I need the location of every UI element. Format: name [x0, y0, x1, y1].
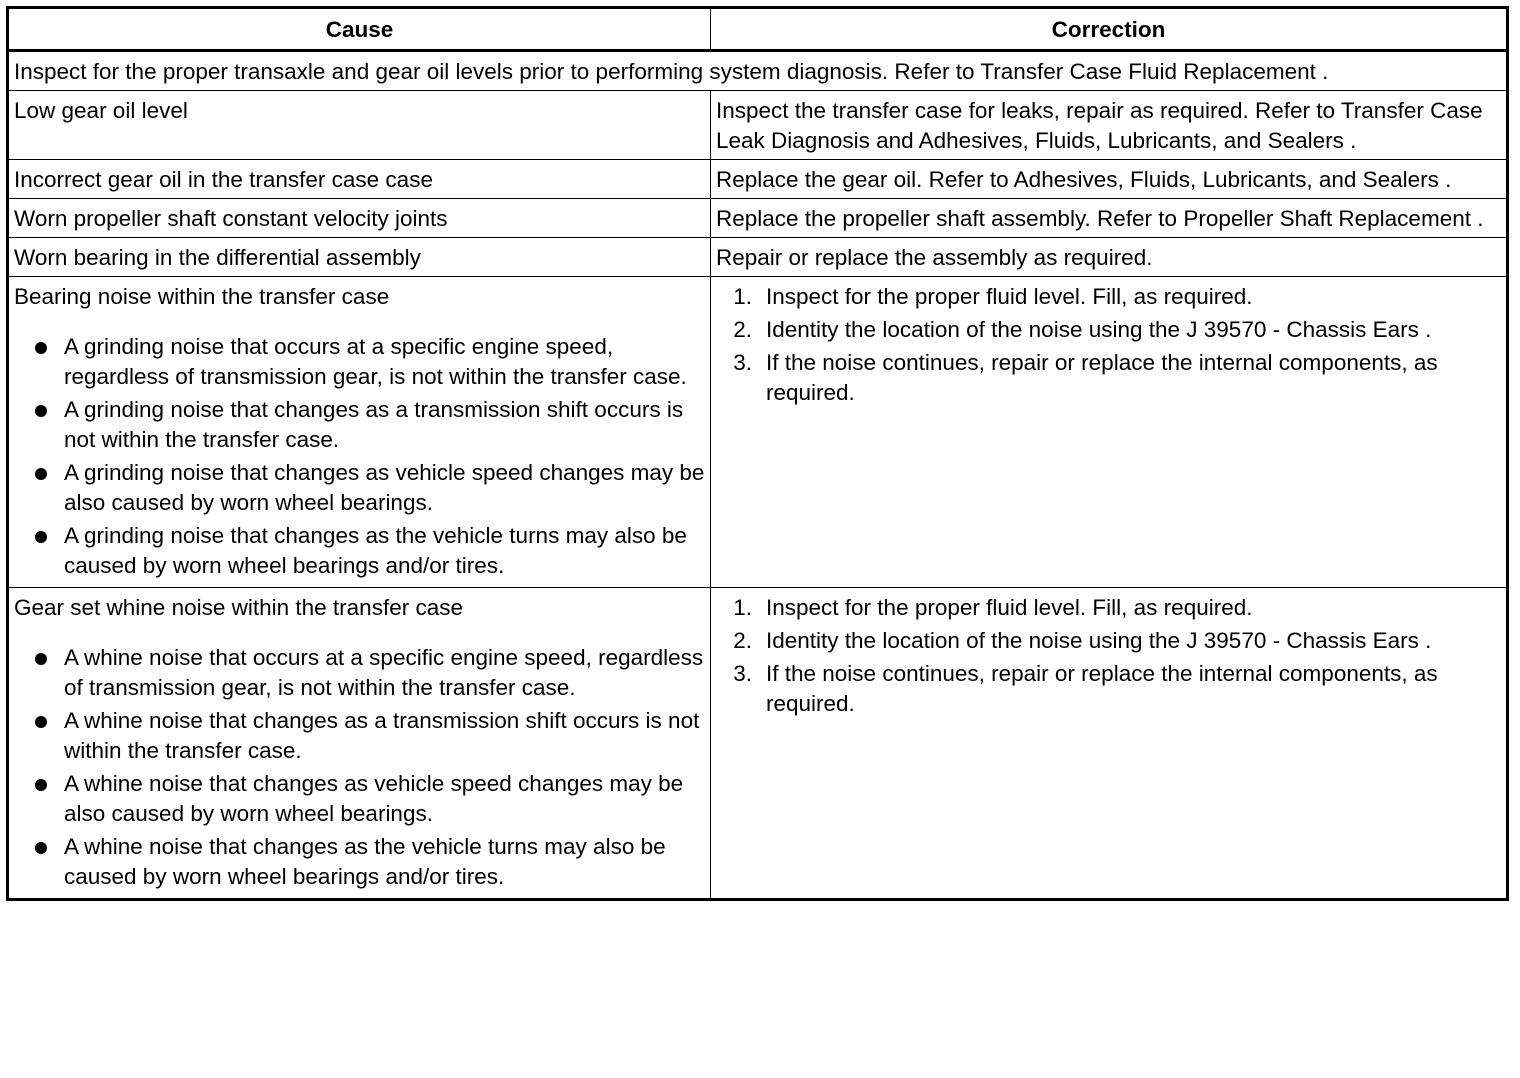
- cause-cell: Incorrect gear oil in the transfer case case: [8, 160, 711, 199]
- table-row: [8, 588, 1508, 900]
- cause-cell: Worn propeller shaft constant velocity joints: [8, 199, 711, 238]
- correction-cell: Inspect the transfer case for leaks, repair as required. Refer to Transfer Case Leak Diagnosis and Adhesives, Fluids, Lubricants, and Sealers .: [711, 91, 1508, 160]
- list-item: [716, 626, 1501, 656]
- list-item: A grinding noise that changes as a transmission shift occurs is not within the transfer case.: [14, 395, 705, 455]
- list-item: [716, 282, 1501, 312]
- table-row: [8, 199, 1508, 238]
- cause-title: Gear set whine noise within the transfer case: [14, 595, 463, 620]
- step-text: If the noise continues, repair or replace the internal components, as required.: [766, 350, 1438, 405]
- step-text: Inspect for the proper fluid level. Fill, as required.: [766, 284, 1253, 309]
- table-row: [8, 238, 1508, 277]
- table-row: [8, 277, 1508, 588]
- correction-header: Correction: [711, 8, 1508, 51]
- step-number: 1.: [733, 595, 752, 620]
- list-item: A grinding noise that changes as vehicle speed changes may be also caused by worn wheel bearings.: [14, 458, 705, 518]
- diagnosis-table: [6, 6, 1509, 901]
- intro-row: [8, 51, 1508, 91]
- correction-cell: [711, 588, 1508, 900]
- steps-list: [716, 282, 1501, 408]
- step-number: 3.: [733, 661, 752, 686]
- steps-list: [716, 593, 1501, 719]
- list-item: A whine noise that occurs at a specific engine speed, regardless of transmission gear, is not within the transfer case.: [14, 643, 705, 703]
- list-item: [716, 593, 1501, 623]
- header-row: [8, 8, 1508, 51]
- list-item: A whine noise that changes as a transmission shift occurs is not within the transfer case.: [14, 706, 705, 766]
- step-number: 3.: [733, 350, 752, 375]
- symptom-list: [14, 332, 705, 581]
- step-number: 2.: [733, 317, 752, 342]
- correction-cell: Replace the propeller shaft assembly. Refer to Propeller Shaft Replacement .: [711, 199, 1508, 238]
- list-item: [716, 315, 1501, 345]
- cause-cell: Low gear oil level: [8, 91, 711, 160]
- cause-header: Cause: [8, 8, 711, 51]
- step-text: Identity the location of the noise using the J 39570 - Chassis Ears .: [766, 317, 1432, 342]
- cause-cell: [8, 277, 711, 588]
- cause-cell: [8, 588, 711, 900]
- list-item: A whine noise that changes as vehicle speed changes may be also caused by worn wheel bearings.: [14, 769, 705, 829]
- table-row: [8, 160, 1508, 199]
- step-text: Identity the location of the noise using the J 39570 - Chassis Ears .: [766, 628, 1432, 653]
- list-item: A grinding noise that changes as the vehicle turns may also be caused by worn wheel bearings and/or tires.: [14, 521, 705, 581]
- correction-cell: Replace the gear oil. Refer to Adhesives, Fluids, Lubricants, and Sealers .: [711, 160, 1508, 199]
- cause-title: Bearing noise within the transfer case: [14, 284, 390, 309]
- correction-cell: Repair or replace the assembly as required.: [711, 238, 1508, 277]
- table-row: [8, 91, 1508, 160]
- intro-text: Inspect for the proper transaxle and gear oil levels prior to performing system diagnosis. Refer to Transfer Case Fluid Replacement .: [8, 51, 1508, 91]
- list-item: A whine noise that changes as the vehicle turns may also be caused by worn wheel bearings and/or tires.: [14, 832, 705, 892]
- step-text: If the noise continues, repair or replace the internal components, as required.: [766, 661, 1438, 716]
- list-item: [716, 659, 1501, 719]
- step-text: Inspect for the proper fluid level. Fill, as required.: [766, 595, 1253, 620]
- step-number: 2.: [733, 628, 752, 653]
- correction-cell: [711, 277, 1508, 588]
- symptom-list: [14, 643, 705, 892]
- list-item: [716, 348, 1501, 408]
- step-number: 1.: [733, 284, 752, 309]
- list-item: A grinding noise that occurs at a specific engine speed, regardless of transmission gear, is not within the transfer case.: [14, 332, 705, 392]
- cause-cell: Worn bearing in the differential assembly: [8, 238, 711, 277]
